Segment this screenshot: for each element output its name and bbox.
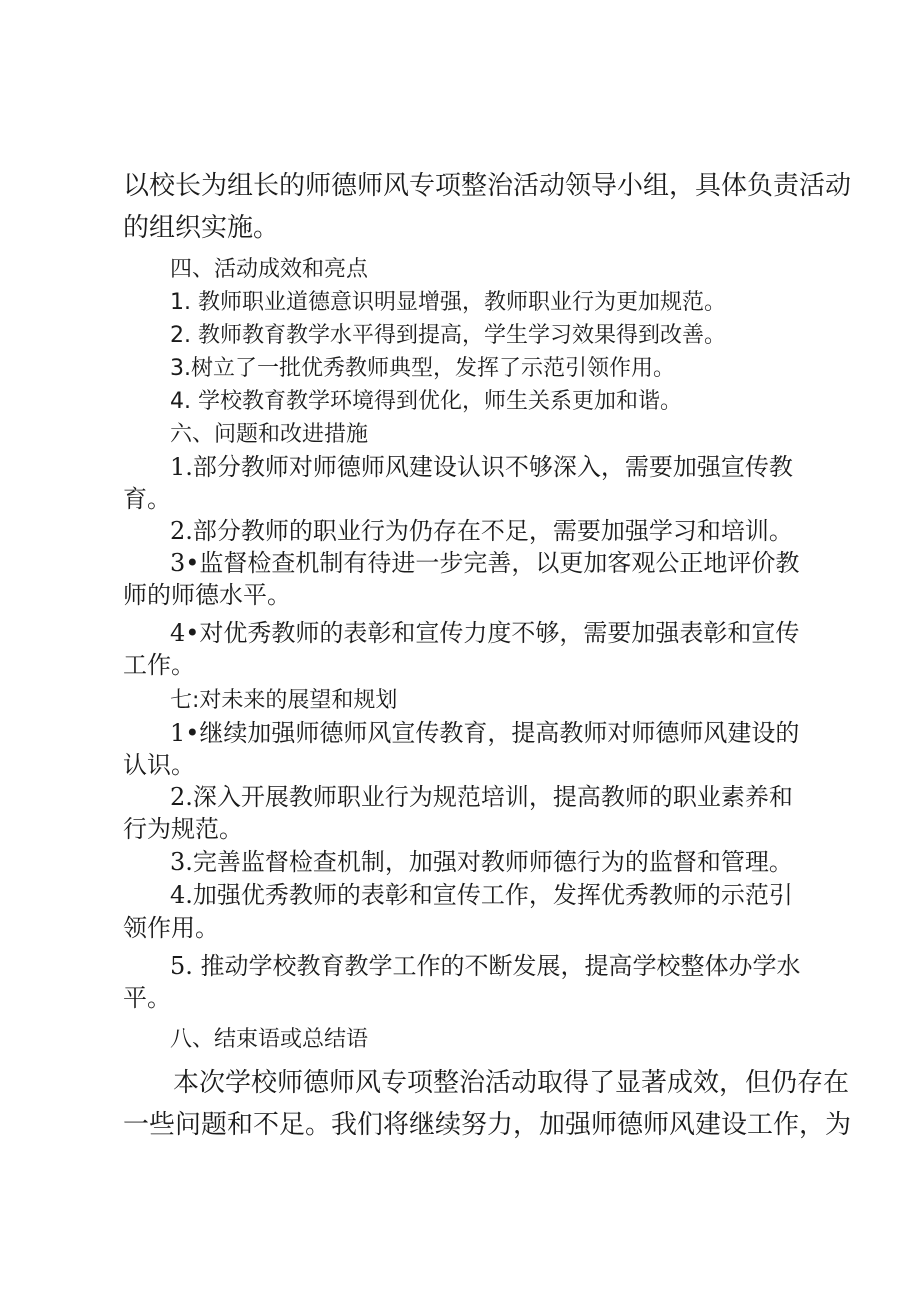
section-8-para-line-1: 本次学校师德师风专项整治活动取得了显著成效，但仍存在 bbox=[173, 1068, 850, 1098]
section-6-item-4-line-2: 工作。 bbox=[123, 651, 195, 679]
section-4-heading: 四、活动成效和亮点 bbox=[170, 257, 369, 282]
section-6-item-1-line-2: 育。 bbox=[123, 485, 171, 513]
section-6-item-2: 2.部分教师的职业行为仍存在不足，需要加强学习和培训。 bbox=[170, 517, 793, 545]
section-7-item-2-line-2: 行为规范。 bbox=[123, 815, 243, 843]
section-7-item-1-line-2: 认识。 bbox=[123, 751, 195, 779]
section-4-item-4: 4. 学校教育教学环境得到优化，师生关系更加和谐。 bbox=[170, 389, 682, 414]
section-6-item-3-line-2: 师的师德水平。 bbox=[123, 581, 291, 609]
section-4-item-1: 1. 教师职业道德意识明显增强，教师职业行为更加规范。 bbox=[170, 290, 726, 315]
section-7-item-4-line-2: 领作用。 bbox=[123, 914, 219, 942]
section-7-item-2-line-1: 2.深入开展教师职业行为规范培训，提高教师的职业素养和 bbox=[170, 783, 793, 811]
section-8-para-line-2: 一些问题和不足。我们将继续努力，加强师德师风建设工作，为 bbox=[123, 1110, 852, 1140]
section-7-item-1-line-1: 1•继续加强师德师风宣传教育，提高教师对师德师风建设的 bbox=[170, 719, 800, 747]
section-7-item-5-line-1: 5. 推动学校教育教学工作的不断发展，提高学校整体办学水 bbox=[170, 952, 801, 980]
section-8-heading: 八、结束语或总结语 bbox=[170, 1027, 369, 1052]
section-7-item-5-line-2: 平。 bbox=[123, 984, 171, 1012]
section-7-heading: 七:对未来的展望和规划 bbox=[170, 688, 398, 713]
intro-line-2: 的组织实施。 bbox=[123, 213, 280, 243]
section-4-item-2: 2. 教师教育教学水平得到提高，学生学习效果得到改善。 bbox=[170, 323, 726, 348]
section-6-heading: 六、问题和改进措施 bbox=[170, 422, 369, 447]
section-7-item-3: 3.完善监督检查机制，加强对教师师德行为的监督和管理。 bbox=[170, 848, 793, 876]
section-4-item-3: 3.树立了一批优秀教师典型，发挥了示范引领作用。 bbox=[170, 356, 675, 381]
section-6-item-4-line-1: 4•对优秀教师的表彰和宣传力度不够，需要加强表彰和宣传 bbox=[170, 619, 800, 647]
intro-line-1: 以校长为组长的师德师风专项整治活动领导小组，具体负责活动 bbox=[123, 171, 852, 201]
section-6-item-1-line-1: 1.部分教师对师德师风建设认识不够深入，需要加强宣传教 bbox=[170, 453, 793, 481]
section-6-item-3-line-1: 3•监督检查机制有待进一步完善，以更加客观公正地评价教 bbox=[170, 549, 800, 577]
section-7-item-4-line-1: 4.加强优秀教师的表彰和宣传工作，发挥优秀教师的示范引 bbox=[170, 881, 793, 909]
